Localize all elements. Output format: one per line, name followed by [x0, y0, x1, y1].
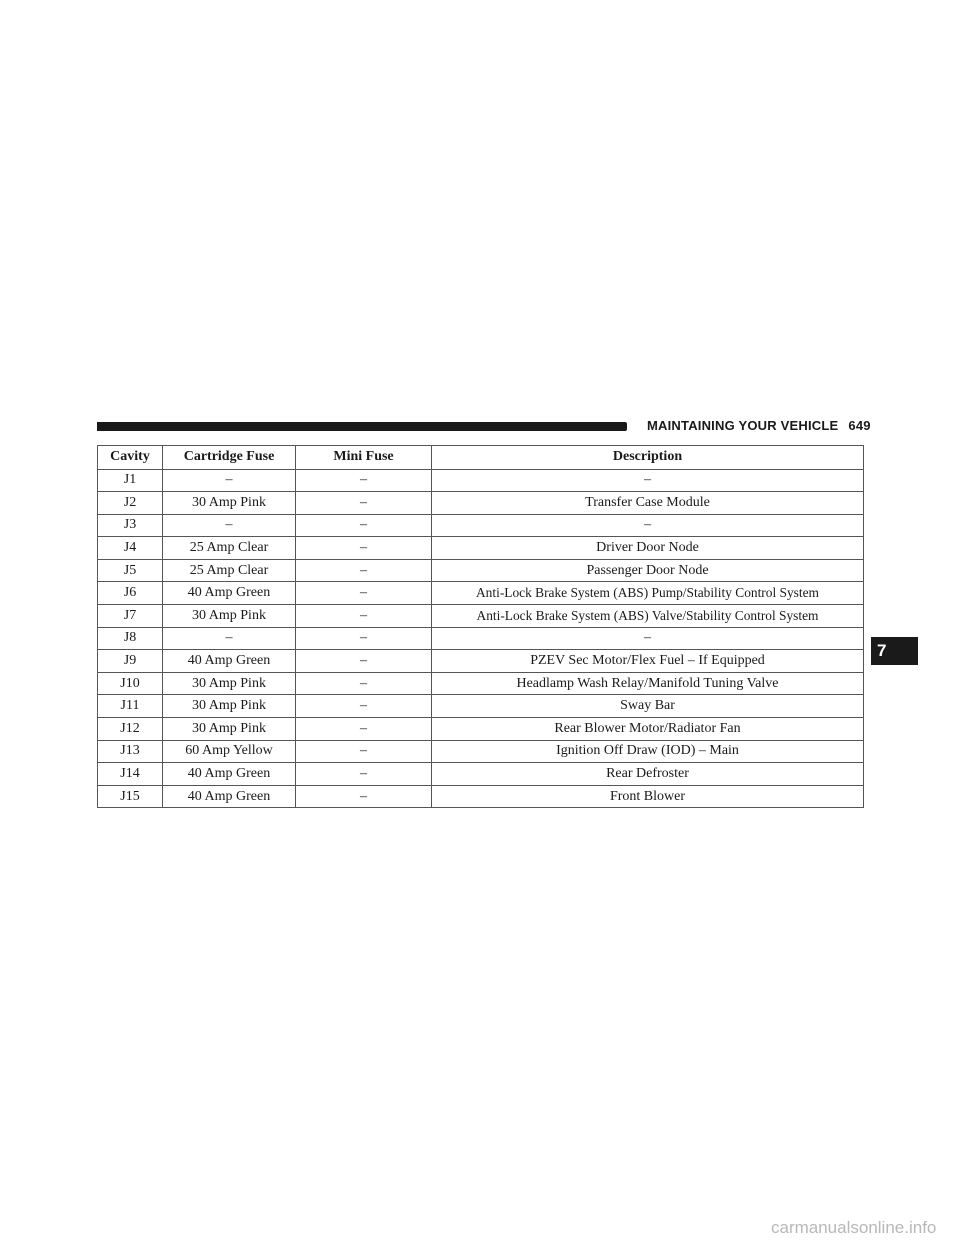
cell-cartridge-fuse: 30 Amp Pink: [163, 492, 296, 515]
cell-mini-fuse: –: [296, 559, 432, 582]
cell-cavity: J9: [98, 650, 163, 673]
cell-description: PZEV Sec Motor/Flex Fuel – If Equipped: [432, 650, 864, 673]
cell-cartridge-fuse: –: [163, 627, 296, 650]
cell-cavity: J12: [98, 718, 163, 741]
cell-cavity: J6: [98, 582, 163, 605]
table-row: [98, 763, 864, 786]
cell-cartridge-fuse: 25 Amp Clear: [163, 537, 296, 560]
section-title: MAINTAINING YOUR VEHICLE: [647, 418, 839, 433]
table-row: [98, 785, 864, 808]
cell-description: –: [432, 627, 864, 650]
cell-description: –: [432, 514, 864, 537]
cell-cavity: J4: [98, 537, 163, 560]
table-row: [98, 582, 864, 605]
cell-mini-fuse: –: [296, 763, 432, 786]
chapter-tab: 7: [871, 637, 918, 665]
cell-mini-fuse: –: [296, 718, 432, 741]
cell-mini-fuse: –: [296, 492, 432, 515]
cell-cartridge-fuse: 40 Amp Green: [163, 582, 296, 605]
cell-description: Transfer Case Module: [432, 492, 864, 515]
table-row: [98, 650, 864, 673]
cell-cavity: J3: [98, 514, 163, 537]
table-row: [98, 514, 864, 537]
table-row: [98, 740, 864, 763]
table-row: [98, 537, 864, 560]
cell-cartridge-fuse: –: [163, 514, 296, 537]
cell-cavity: J7: [98, 605, 163, 628]
cell-cavity: J8: [98, 627, 163, 650]
cell-description: Passenger Door Node: [432, 559, 864, 582]
page-number: 649: [848, 418, 871, 433]
cell-cavity: J14: [98, 763, 163, 786]
cell-description: Front Blower: [432, 785, 864, 808]
cell-cartridge-fuse: 40 Amp Green: [163, 650, 296, 673]
cell-mini-fuse: –: [296, 627, 432, 650]
table-row: [98, 492, 864, 515]
cell-mini-fuse: –: [296, 695, 432, 718]
cell-description: Rear Defroster: [432, 763, 864, 786]
cell-mini-fuse: –: [296, 469, 432, 492]
table-row: [98, 559, 864, 582]
cell-mini-fuse: –: [296, 740, 432, 763]
cell-cartridge-fuse: 30 Amp Pink: [163, 695, 296, 718]
cell-description: Ignition Off Draw (IOD) – Main: [432, 740, 864, 763]
table-row: [98, 672, 864, 695]
cell-cavity: J2: [98, 492, 163, 515]
cell-description: Anti-Lock Brake System (ABS) Valve/Stability Control System: [432, 605, 864, 628]
cell-mini-fuse: –: [296, 672, 432, 695]
table-header-row: [98, 446, 864, 470]
cell-cartridge-fuse: 40 Amp Green: [163, 785, 296, 808]
cell-cartridge-fuse: 60 Amp Yellow: [163, 740, 296, 763]
cell-cartridge-fuse: 40 Amp Green: [163, 763, 296, 786]
column-header-mini-fuse: Mini Fuse: [296, 446, 432, 470]
table-row: [98, 605, 864, 628]
cell-description: Anti-Lock Brake System (ABS) Pump/Stability Control System: [432, 582, 864, 605]
running-header: [647, 418, 871, 433]
cell-cartridge-fuse: –: [163, 469, 296, 492]
column-header-description: Description: [432, 446, 864, 470]
cell-mini-fuse: –: [296, 582, 432, 605]
fuse-table: [97, 445, 864, 808]
table-row: [98, 627, 864, 650]
table-row: [98, 695, 864, 718]
table-row: [98, 469, 864, 492]
cell-description: –: [432, 469, 864, 492]
column-header-cartridge-fuse: Cartridge Fuse: [163, 446, 296, 470]
cell-mini-fuse: –: [296, 514, 432, 537]
cell-description: Sway Bar: [432, 695, 864, 718]
cell-cartridge-fuse: 30 Amp Pink: [163, 605, 296, 628]
column-header-cavity: Cavity: [98, 446, 163, 470]
fuse-table-body: [98, 469, 864, 808]
cell-description: Rear Blower Motor/Radiator Fan: [432, 718, 864, 741]
cell-cavity: J11: [98, 695, 163, 718]
cell-cavity: J1: [98, 469, 163, 492]
watermark: carmanualsonline.info: [771, 1218, 937, 1237]
cell-description: Driver Door Node: [432, 537, 864, 560]
cell-mini-fuse: –: [296, 537, 432, 560]
cell-cavity: J15: [98, 785, 163, 808]
cell-cartridge-fuse: 30 Amp Pink: [163, 672, 296, 695]
cell-cartridge-fuse: 25 Amp Clear: [163, 559, 296, 582]
cell-mini-fuse: –: [296, 605, 432, 628]
header-rule: [97, 422, 627, 431]
cell-cavity: J13: [98, 740, 163, 763]
table-row: [98, 718, 864, 741]
cell-mini-fuse: –: [296, 650, 432, 673]
cell-mini-fuse: –: [296, 785, 432, 808]
cell-cavity: J10: [98, 672, 163, 695]
cell-cavity: J5: [98, 559, 163, 582]
cell-description: Headlamp Wash Relay/Manifold Tuning Valve: [432, 672, 864, 695]
cell-cartridge-fuse: 30 Amp Pink: [163, 718, 296, 741]
